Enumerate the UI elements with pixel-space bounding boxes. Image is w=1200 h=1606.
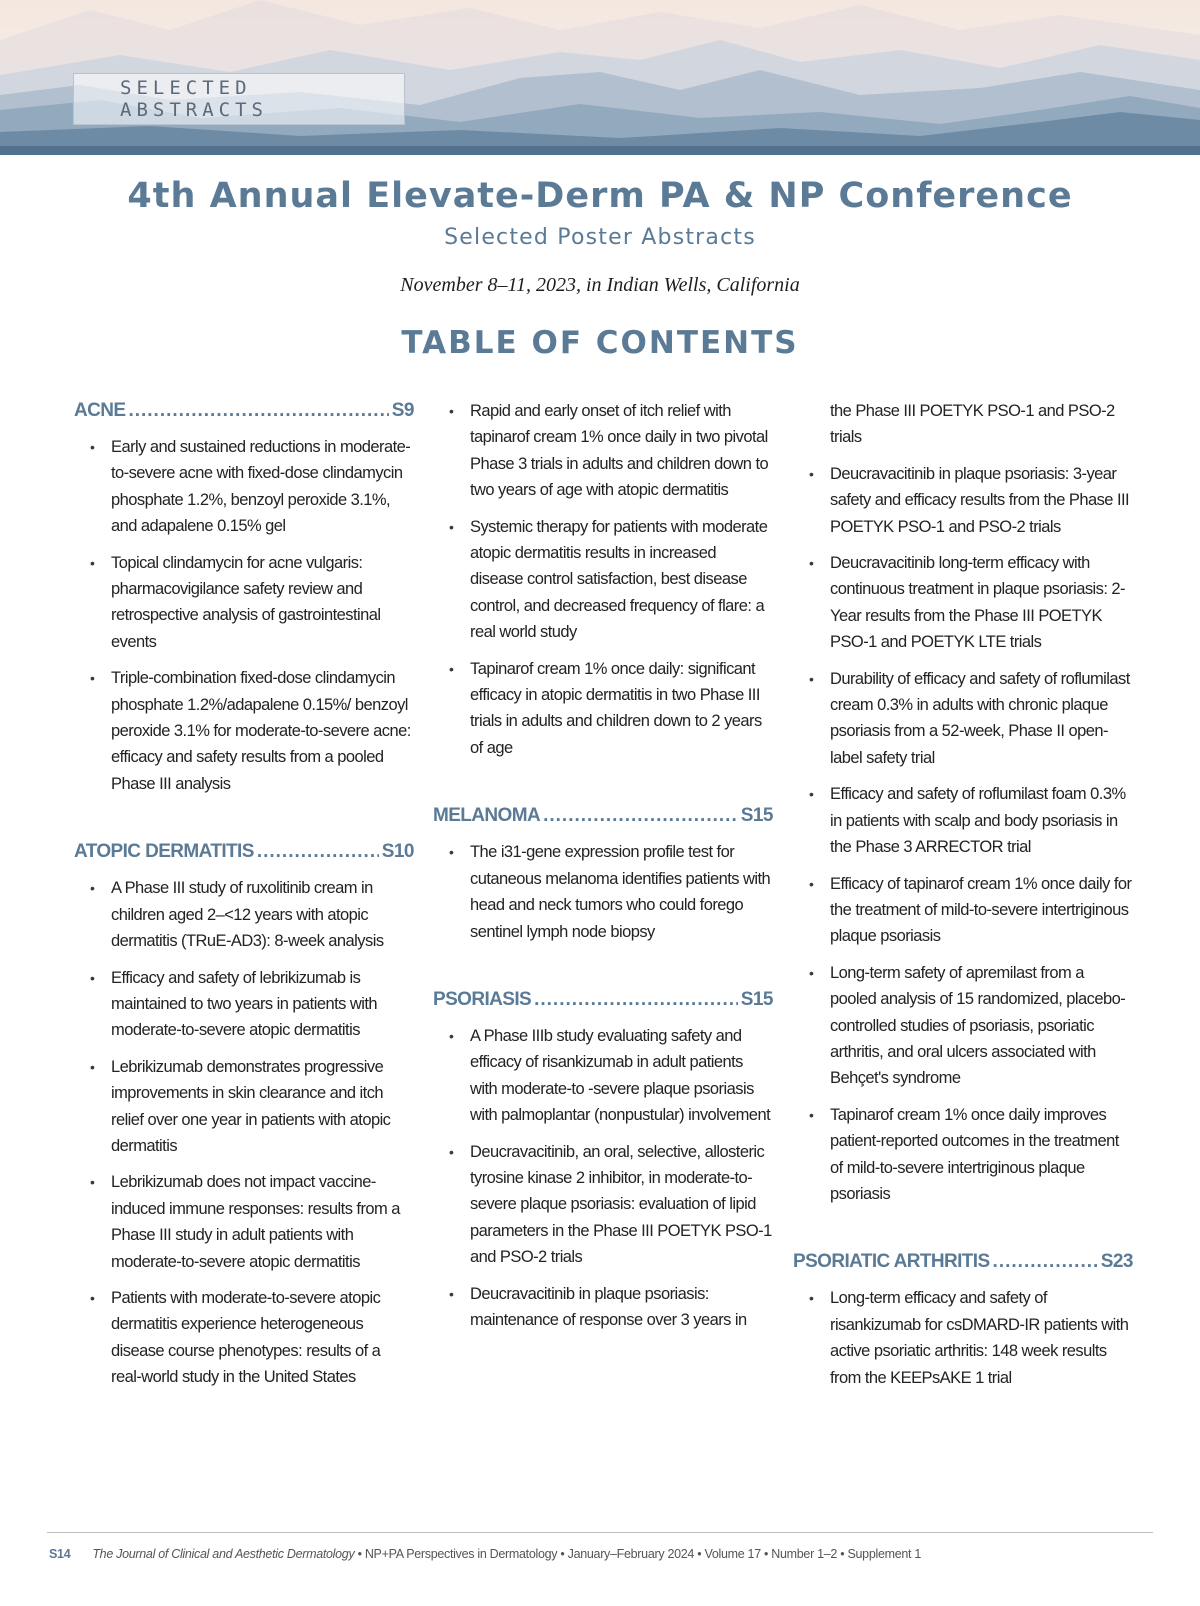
list-item: • Efficacy and safety of roflumilast foam 0.3% in patients with scalp and body psoriasis in the Phase 3 ARRECTOR trial	[793, 781, 1133, 860]
journal-name: The Journal of Clinical and Aesthetic Dermatology	[92, 1547, 355, 1561]
issue-info: • NP+PA Perspectives in Dermatology • January–February 2024 • Volume 17 • Number 1–2 • Supplement 1	[354, 1547, 922, 1561]
list-item: • Lebrikizumab does not impact vaccine-induced immune responses: results from a Phase III study in adult patients with moderate-to-severe atopic dermatitis	[74, 1169, 414, 1275]
section-name: ATOPIC DERMATITIS	[74, 841, 254, 863]
section-name: PSORIATIC ARTHRITIS	[793, 1251, 990, 1273]
conference-subtitle: Selected Poster Abstracts	[444, 225, 756, 250]
abstract-list-atopic-dermatitis-cont	[433, 398, 773, 761]
list-item: • Tapinarof cream 1% once daily improves patient-reported outcomes in the treatment of mild-to-severe intertriginous plaque psoriasis	[793, 1102, 1133, 1208]
list-item: • Long-term safety of apremilast from a pooled analysis of 15 randomized, placebo-controlled studies of psoriasis, psoriatic arthritis, and oral ulcers associated with Behçet's syndrome	[793, 960, 1133, 1092]
section-page: S15	[740, 988, 773, 1010]
list-item: • Deucravacitinib in plaque psoriasis: maintenance of response over 3 years in	[433, 1281, 773, 1334]
abstract-list-psoriasis	[433, 1023, 773, 1333]
list-item: • Deucravacitinib long-term efficacy with continuous treatment in plaque psoriasis: 2-Year results from the Phase III POETYK PSO-1 and POETYK LTE trials	[793, 550, 1133, 656]
section-heading-psoriatic-arthritis[interactable]	[793, 1249, 1133, 1275]
list-item: • Efficacy of tapinarof cream 1% once daily for the treatment of mild-to-severe intertriginous plaque psoriasis	[793, 871, 1133, 950]
abstract-list-atopic-dermatitis	[74, 875, 414, 1390]
abstract-list-acne	[74, 434, 414, 797]
list-item: • Efficacy and safety of lebrikizumab is maintained to two years in patients with moderate-to-severe atopic dermatitis	[74, 965, 414, 1044]
abstract-list-psoriatic-arthritis	[793, 1285, 1133, 1391]
list-item: • Rapid and early onset of itch relief with tapinarof cream 1% once daily in two pivotal Phase 3 trials in adults and children down to two years of age with atopic dermatitis	[433, 398, 773, 504]
section-heading-psoriasis[interactable]	[433, 987, 773, 1013]
section-page: S10	[381, 841, 414, 863]
section-heading-atopic-dermatitis[interactable]	[74, 839, 414, 865]
section-name: MELANOMA	[433, 805, 541, 827]
dot-leader	[993, 1249, 1098, 1275]
list-item-continuation: the Phase III POETYK PSO-1 and PSO-2 trials	[830, 402, 1115, 447]
list-item: • Lebrikizumab demonstrates progressive improvements in skin clearance and itch relief over one year in patients with atopic dermatitis	[74, 1054, 414, 1160]
section-name: PSORIASIS	[433, 988, 532, 1010]
abstract-list-melanoma	[433, 839, 773, 945]
section-name: ACNE	[74, 400, 126, 421]
section-page: S15	[740, 805, 773, 827]
list-item: • Tapinarof cream 1% once daily: significant efficacy in atopic dermatitis in two Phase III trials in adults and children down to 2 years of age	[433, 656, 773, 762]
list-item: • Triple-combination fixed-dose clindamycin phosphate 1.2%/adapalene 0.15%/ benzoyl peroxide 3.1% for moderate-to-severe acne: efficacy and safety results from a pooled Phase III analysis	[74, 665, 414, 797]
list-item: • Deucravacitinib in plaque psoriasis: 3-year safety and efficacy results from the Phase III POETYK PSO-1 and PSO-2 trials	[793, 461, 1133, 540]
conference-dates: November 8–11, 2023, in Indian Wells, California	[400, 274, 800, 296]
section-label: SELECTED ABSTRACTS	[73, 73, 405, 125]
toc-column-1	[74, 398, 414, 1401]
list-item: • Patients with moderate-to-severe atopic dermatitis experience heterogeneous disease course phenotypes: results of a real-world study in the United States	[74, 1285, 414, 1391]
list-item: • Systemic therapy for patients with moderate atopic dermatitis results in increased disease control satisfaction, best disease control, and decreased frequency of flare: a real world study	[433, 514, 773, 646]
list-item: • Long-term efficacy and safety of risankizumab for csDMARD-IR patients with active psoriatic arthritis: 148 week results from the KEEPsAKE 1 trial	[793, 1285, 1133, 1391]
dot-leader	[128, 398, 388, 424]
list-item: • A Phase IIIb study evaluating safety and efficacy of risankizumab in adult patients with moderate-to -severe plaque psoriasis with palmoplantar (nonpustular) involvement	[433, 1023, 773, 1129]
toc-heading: TABLE OF CONTENTS	[401, 325, 799, 361]
mountain-banner	[0, 0, 1200, 155]
list-item: • The i31-gene expression profile test for cutaneous melanoma identifies patients with head and neck tumors who could forego sentinel lymph node biopsy	[433, 839, 773, 945]
list-item: • Deucravacitinib, an oral, selective, allosteric tyrosine kinase 2 inhibitor, in moderate-to-severe plaque psoriasis: evaluation of lipid parameters in the Phase III POETYK PSO-1 and PSO-2 trials	[433, 1139, 773, 1271]
list-item: • Durability of efficacy and safety of roflumilast cream 0.3% in adults with chronic plaque psoriasis from a 52-week, Phase II open-label safety trial	[793, 666, 1133, 772]
toc-column-2	[433, 398, 773, 1343]
dot-leader	[534, 987, 738, 1013]
list-item: • A Phase III study of ruxolitinib cream in children aged 2–<12 years with atopic dermatitis (TRuE-AD3): 8-week analysis	[74, 875, 414, 954]
section-heading-melanoma[interactable]	[433, 803, 773, 829]
section-heading-acne[interactable]	[74, 398, 414, 424]
abstract-list-psoriasis-cont	[793, 398, 1133, 1207]
toc-column-3	[793, 398, 1133, 1401]
footer-divider	[47, 1532, 1153, 1533]
dot-leader	[257, 839, 379, 865]
page-number: S14	[49, 1547, 71, 1561]
list-item: • Early and sustained reductions in moderate-to-severe acne with fixed-dose clindamycin phosphate 1.2%, benzoyl peroxide 3.1%, and adapalene 0.15% gel	[74, 434, 414, 540]
section-page: S9	[391, 400, 414, 421]
footer	[49, 1547, 921, 1561]
section-page: S23	[1100, 1251, 1133, 1273]
conference-title: 4th Annual Elevate-Derm PA & NP Conference	[127, 176, 1073, 216]
dot-leader	[543, 803, 738, 829]
list-item: • Topical clindamycin for acne vulgaris: pharmacovigilance safety review and retrospective analysis of gastrointestinal events	[74, 550, 414, 656]
